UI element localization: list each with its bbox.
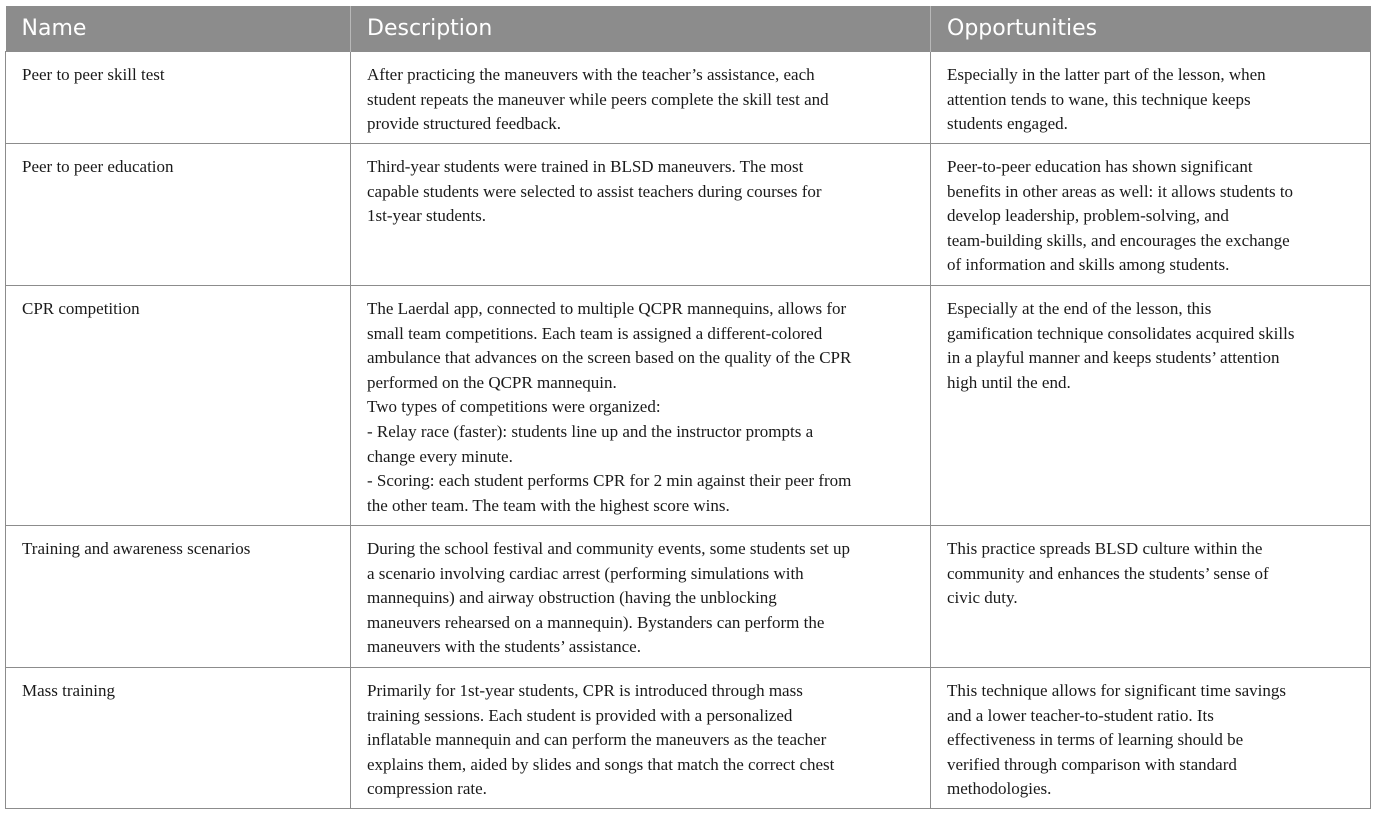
text-line: Especially at the end of the lesson, this: [947, 299, 1212, 318]
text-line: This technique allows for significant time savings: [947, 681, 1286, 700]
table-row: [6, 668, 1371, 809]
cell-name: Training and awareness scenarios: [6, 526, 351, 668]
text-line: students engaged.: [947, 114, 1068, 134]
text-line: Third-year students were trained in BLSD maneuvers. The most: [367, 157, 804, 176]
text-line: small team competitions. Each team is assigned a different-colored: [367, 323, 823, 343]
table-row: [6, 286, 1371, 526]
text-line: Primarily for 1st-year students, CPR is introduced through mass: [367, 681, 803, 700]
text-line: ambulance that advances on the screen based on the quality of the CPR: [367, 348, 852, 368]
text-line: gamification technique consolidates acquired skills: [947, 323, 1295, 343]
text-line: training sessions. Each student is provided with a personalized: [367, 705, 793, 725]
cell-name: Peer to peer education: [6, 144, 351, 286]
header-row: [6, 6, 1371, 52]
text-line: and a lower teacher-to-student ratio. Its: [947, 705, 1214, 725]
text-line: capable students were selected to assist teachers during courses for: [367, 181, 822, 201]
cell-opportunities: [931, 286, 1371, 526]
text-line: This practice spreads BLSD culture within the: [947, 539, 1263, 558]
text-line: provide structured feedback.: [367, 114, 561, 134]
header-opportunities: Opportunities: [931, 6, 1371, 52]
text-line: 1st-year students.: [367, 206, 486, 226]
table-container: [5, 6, 1370, 809]
text-line: compression rate.: [367, 779, 487, 799]
text-line: After practicing the maneuvers with the teacher’s assistance, each: [367, 65, 815, 84]
data-table: [5, 6, 1371, 809]
text-line: civic duty.: [947, 588, 1018, 608]
text-line: change every minute.: [367, 446, 513, 466]
cell-name: CPR competition: [6, 286, 351, 526]
cell-opportunities: [931, 668, 1371, 809]
text-line: The Laerdal app, connected to multiple QCPR mannequins, allows for: [367, 299, 847, 318]
cell-opportunities: [931, 526, 1371, 668]
table-row: [6, 526, 1371, 668]
cell-description: [351, 52, 931, 144]
text-line: Peer-to-peer education has shown significant: [947, 157, 1253, 176]
text-line: methodologies.: [947, 779, 1052, 799]
text-line: of information and skills among students.: [947, 255, 1230, 275]
table-body: [6, 52, 1371, 809]
text-line: high until the end.: [947, 372, 1071, 392]
text-line: During the school festival and community events, some students set up: [367, 539, 851, 558]
text-line: develop leadership, problem-solving, and: [947, 206, 1229, 226]
table-row: [6, 52, 1371, 144]
cell-description: [351, 526, 931, 668]
table-header: [6, 6, 1371, 52]
cell-description: [351, 668, 931, 809]
text-line: verified through comparison with standard: [947, 754, 1237, 774]
text-line: performed on the QCPR mannequin.: [367, 372, 617, 392]
text-line: - Relay race (faster): students line up and the instructor prompts a: [367, 421, 814, 441]
text-line: - Scoring: each student performs CPR for 2 min against their peer from: [367, 471, 852, 491]
text-line: maneuvers rehearsed on a mannequin). Bystanders can perform the: [367, 612, 825, 632]
cell-description: [351, 286, 931, 526]
cell-opportunities: [931, 144, 1371, 286]
cell-opportunities: [931, 52, 1371, 144]
text-line: student repeats the maneuver while peers complete the skill test and: [367, 89, 829, 109]
text-line: team-building skills, and encourages the exchange: [947, 230, 1290, 250]
text-line: Two types of competitions were organized:: [367, 397, 661, 417]
text-line: inflatable mannequin and can perform the maneuvers as the teacher: [367, 730, 827, 750]
text-line: explains them, aided by slides and songs that match the correct chest: [367, 754, 835, 774]
cell-name: Mass training: [6, 668, 351, 809]
text-line: benefits in other areas as well: it allows students to: [947, 181, 1294, 201]
cell-description: [351, 144, 931, 286]
text-line: maneuvers with the students’ assistance.: [367, 637, 641, 657]
header-description: Description: [351, 6, 931, 52]
text-line: Especially in the latter part of the lesson, when: [947, 65, 1266, 84]
header-name: Name: [6, 6, 351, 52]
text-line: attention tends to wane, this technique keeps: [947, 89, 1251, 109]
text-line: effectiveness in terms of learning should be: [947, 730, 1244, 750]
text-line: the other team. The team with the highest score wins.: [367, 495, 730, 515]
text-line: mannequins) and airway obstruction (having the unblocking: [367, 588, 777, 608]
text-line: a scenario involving cardiac arrest (performing simulations with: [367, 563, 804, 583]
cell-name: Peer to peer skill test: [6, 52, 351, 144]
table-row: [6, 144, 1371, 286]
text-line: community and enhances the students’ sense of: [947, 563, 1269, 583]
text-line: in a playful manner and keeps students’ attention: [947, 348, 1280, 368]
